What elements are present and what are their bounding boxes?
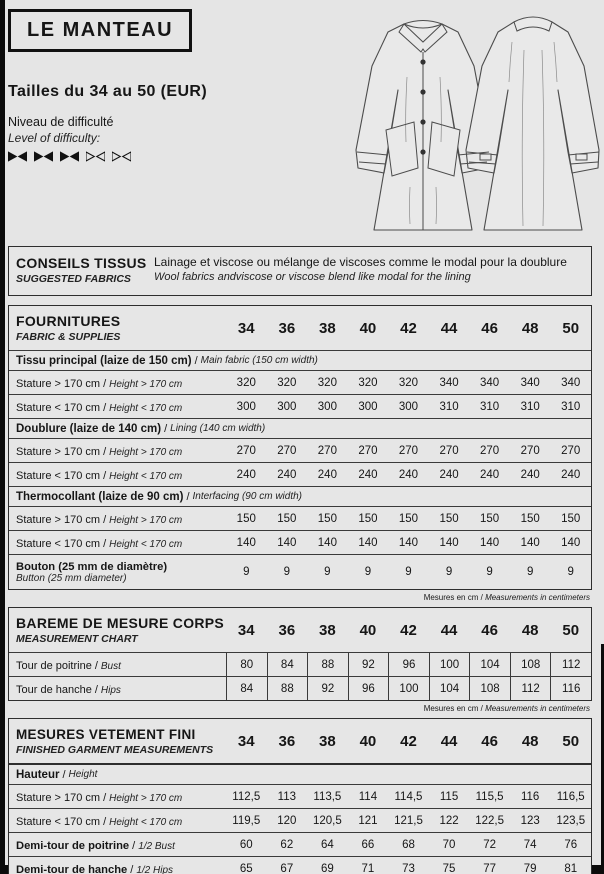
group-label-fr: Tissu principal (laize de 150 cm) [16,354,192,367]
difficulty-icon-empty [112,151,131,162]
value-cell: 320 [358,376,378,389]
value-cell: 240 [236,468,256,481]
value-cell: 121,5 [394,814,423,827]
finished-data-row [9,832,591,856]
value-cell: 310 [561,400,581,413]
value-cell: 70 [442,838,456,851]
value-cell: 340 [480,376,500,389]
value-cell: 340 [439,376,459,389]
value-cell: 9 [405,566,412,578]
value-cell: 119,5 [232,814,261,827]
supply-data-row [9,394,591,418]
value-cell: 300 [358,400,378,413]
size-column-header: 36 [278,319,296,337]
value-cell: 108 [469,677,510,700]
value-cell: 320 [398,376,419,389]
label-cell [9,788,226,806]
value-cell: 71 [361,862,375,874]
value-cell: 270 [480,444,500,457]
label-separator: / [94,683,98,696]
size-column-header: 40 [359,319,377,337]
value-cell: 270 [398,444,419,457]
value-cell: 240 [358,468,378,481]
value-cell: 67 [280,862,294,874]
label-cell [9,812,226,830]
group-label-en: Interfacing (90 cm width) [192,491,302,502]
value-cell: 270 [277,444,297,457]
group-label-fr: Hauteur [16,768,60,781]
value-cell: 120,5 [312,814,342,827]
page-title-box [8,9,192,52]
finished-data-row [9,808,591,832]
note-measurements: Mesures en cm / Measurements in centimeters [423,704,590,713]
label-en: Height > 170 cm [109,514,183,526]
coat-illustration [352,2,600,238]
value-cell: 140 [358,536,378,549]
value-cell: 75 [442,862,456,874]
value-cell: 88 [267,677,308,700]
label-separator: / [103,815,107,828]
value-cell: 140 [480,536,500,549]
value-cell: 65 [239,862,253,874]
value-cell: 140 [561,536,581,549]
value-cell: 122 [439,814,459,827]
value-cell: 100 [388,677,429,700]
label-fr: Stature < 170 cm [16,537,101,550]
size-column-header: 48 [521,732,539,750]
value-cell: 320 [236,376,256,389]
label-en: Button (25 mm diameter) [16,572,127,584]
value-cell: 270 [520,444,540,457]
label-cell [9,510,226,528]
size-column-header: 50 [562,319,580,337]
size-column-header: 34 [237,621,255,639]
label-fr: Stature > 170 cm [16,513,101,526]
value-cell: 88 [307,653,348,676]
value-cell: 150 [398,512,419,525]
size-column-header: 48 [521,319,539,337]
value-cell: 140 [398,536,419,549]
value-cell: 104 [469,653,510,676]
value-cell: 150 [439,512,459,525]
value-cell: 72 [483,838,496,851]
value-cell: 240 [520,468,540,481]
value-cell: 60 [239,838,253,851]
value-cell: 116 [520,790,540,803]
difficulty-icon-empty [86,151,105,162]
section-title-en: SUGGESTED FABRICS [16,273,131,285]
size-column-header: 50 [562,732,580,750]
section-title-en: FINISHED GARMENT MEASUREMENTS [16,743,214,756]
label-separator: / [62,768,66,781]
size-column-header: 36 [278,732,296,750]
value-cell: 121 [358,814,378,827]
section-body-measurements [8,607,592,715]
value-cell: 240 [439,468,459,481]
value-cell: 120 [277,814,297,827]
section-title-fr: FOURNITURES [16,313,121,329]
fabric-advice-fr: Lainage et viscose ou mélange de viscoses comme le modal pour la doublure [154,255,567,269]
section-title-en: FABRIC & SUPPLIES [16,331,121,343]
value-cell: 92 [307,677,348,700]
supply-group-row [9,418,591,438]
size-column-header: 46 [481,621,498,639]
suggested-fabrics-text [154,255,583,287]
label-en: Bust [100,660,121,672]
finished-header-row [9,719,591,763]
label-separator: / [103,791,107,804]
value-cell: 116,5 [556,790,585,803]
value-cell: 79 [523,862,537,874]
section-finished-measurements [8,718,592,874]
label-fr: Stature < 170 cm [16,469,101,482]
value-cell: 116 [550,677,591,700]
value-cell: 9 [283,566,291,578]
label-fr: Stature > 170 cm [16,445,101,458]
value-cell: 140 [236,536,256,549]
size-column-header: 46 [481,732,498,750]
value-cell: 84 [226,677,267,700]
supply-data-row [9,370,591,394]
label-separator: / [103,513,107,526]
value-cell: 9 [445,566,453,578]
value-cell: 310 [520,400,540,413]
value-cell: 320 [317,376,337,389]
label-fr: Stature < 170 cm [16,401,101,414]
label-separator: / [186,490,190,503]
label-cell [9,680,226,698]
size-column-header: 42 [400,621,417,639]
label-separator: / [103,445,107,458]
value-cell: 9 [567,566,574,578]
size-column-header: 46 [481,319,498,337]
value-cell: 112 [550,653,591,676]
label-en: Height < 170 cm [109,402,183,414]
size-column-header: 38 [319,732,336,750]
header [8,0,592,238]
value-cell: 310 [480,400,500,413]
value-cell: 123,5 [556,814,586,827]
size-column-header: 40 [359,621,377,639]
label-separator: / [103,537,107,550]
value-cell: 92 [348,653,389,676]
label-fr: Bouton (25 mm de diamètre) [16,560,168,573]
body-chart-row [9,652,591,676]
value-cell: 73 [402,862,415,874]
group-label-en: Height [68,769,98,780]
value-cell: 112,5 [232,790,261,803]
label-separator: / [132,839,136,852]
value-cell: 240 [317,468,337,481]
value-cell: 77 [483,862,496,874]
value-cell: 115 [439,790,459,803]
supply-group-row [9,350,591,370]
label-separator: / [103,377,107,390]
supply-data-row [9,438,591,462]
value-cell: 9 [324,566,331,578]
label-en: Height < 170 cm [109,816,183,828]
size-column-header: 40 [359,732,377,750]
value-cell: 80 [226,653,267,676]
label-separator: / [130,863,134,874]
value-cell: 140 [317,536,337,549]
difficulty-label-en: Level of difficulty: [8,131,101,145]
body-measurement-table [8,607,592,701]
value-cell: 122,5 [475,814,504,827]
note-measurements: Mesures en cm / Measurements in centimeters [423,593,590,602]
difficulty-icon-filled [34,151,53,162]
value-cell: 9 [486,566,493,578]
label-en: Height < 170 cm [109,538,183,550]
value-cell: 9 [364,566,372,578]
value-cell: 300 [317,400,337,413]
size-column-header: 34 [237,732,255,750]
label-fr: Tour de hanche [16,683,92,696]
finished-group-row [9,763,591,784]
finished-heading [9,727,226,756]
value-cell: 114 [358,790,378,803]
section-supplies [8,305,592,604]
label-separator: / [164,422,168,435]
value-cell: 74 [523,838,537,851]
label-separator: / [103,469,107,482]
value-cell: 140 [439,536,459,549]
page-title: LE MANTEAU [27,19,174,41]
value-cell: 150 [317,512,337,525]
value-cell: 270 [236,444,256,457]
value-cell: 115,5 [475,790,504,803]
value-cell: 240 [561,468,581,481]
value-cell: 310 [439,400,459,413]
label-fr: Stature > 170 cm [16,791,101,804]
value-cell: 66 [361,838,375,851]
value-cell: 150 [561,512,581,525]
value-cell: 270 [439,444,459,457]
section-title-fr: BAREME DE MESURE CORPS [16,615,225,631]
size-column-header: 44 [440,319,458,337]
value-cell: 100 [429,653,470,676]
value-cell: 150 [480,512,500,525]
value-cell: 140 [277,536,297,549]
label-cell [9,466,226,484]
value-cell: 68 [402,838,415,851]
size-column-header: 34 [237,319,255,337]
supply-data-row [9,530,591,554]
label-cell [9,534,226,552]
value-cell: 113,5 [313,790,342,803]
label-fr: Stature > 170 cm [16,377,101,390]
label-en: Height > 170 cm [109,792,183,804]
difficulty-icon-filled [60,151,79,162]
size-column-header: 44 [440,621,458,639]
value-cell: 62 [280,838,294,851]
size-column-header: 48 [521,621,539,639]
label-en: Hips [100,684,121,696]
difficulty-label-fr: Niveau de difficulté [8,115,114,129]
value-cell: 113 [277,790,296,803]
supply-group-row [9,486,591,506]
label-cell [9,398,226,416]
difficulty-icon-filled [8,151,27,162]
supplies-heading [9,313,226,343]
finished-measurement-table [8,718,592,874]
label-en: Height > 170 cm [109,446,183,458]
value-cell: 69 [320,862,334,874]
size-column-header: 38 [319,621,336,639]
value-cell: 150 [520,512,540,525]
label-fr: Demi-tour de poitrine [16,839,130,852]
label-en: Height < 170 cm [109,470,183,482]
supplies-table [8,305,592,590]
label-en: Height > 170 cm [109,378,183,390]
section-title-fr: MESURES VETEMENT FINI [16,726,196,742]
value-cell: 340 [520,376,540,389]
size-column-header: 42 [400,732,417,750]
value-cell: 240 [398,468,419,481]
body-chart-header-row [9,608,591,652]
value-cell: 81 [564,862,578,874]
label-cell [9,860,226,874]
value-cell: 320 [277,376,297,389]
finished-data-row [9,856,591,874]
label-cell [9,656,226,674]
group-label-en: Lining (140 cm width) [170,423,266,434]
label-cell [9,836,226,854]
supply-data-row [9,462,591,486]
value-cell: 96 [348,677,389,700]
value-cell: 64 [320,838,334,851]
label-cell [9,374,226,392]
value-cell: 340 [561,376,581,389]
supplies-header-row [9,306,591,350]
value-cell: 96 [388,653,429,676]
finished-data-row [9,784,591,808]
fabric-advice-en: Wool fabrics andviscose or viscose blend like modal for the lining [154,271,471,283]
size-column-header: 44 [440,732,458,750]
value-cell: 150 [277,512,297,525]
supply-data-row [9,554,591,589]
value-cell: 9 [526,566,534,578]
body-chart-row [9,676,591,700]
section-suggested-fabrics [8,246,592,296]
label-fr: Tour de poitrine [16,659,92,672]
label-separator: / [194,354,198,367]
size-column-header: 36 [278,621,296,639]
value-cell: 150 [358,512,378,525]
value-cell: 123 [520,814,540,827]
value-cell: 300 [236,400,256,413]
group-label-en: Main fabric (150 cm width) [200,355,318,366]
size-column-header: 50 [562,621,580,639]
value-cell: 84 [267,653,308,676]
suggested-fabrics-heading [16,255,154,287]
value-cell: 108 [510,653,551,676]
group-label-fr: Thermocollant (laize de 90 cm) [16,490,184,503]
scan-edge-left [0,0,5,874]
value-cell: 240 [480,468,500,481]
size-column-header: 42 [400,319,417,337]
section-title-en: MEASUREMENT CHART [16,633,138,645]
size-column-header: 38 [319,319,336,337]
value-cell: 140 [520,536,540,549]
value-cell: 270 [358,444,378,457]
value-cell: 104 [429,677,470,700]
body-chart-heading [9,615,226,645]
label-en: 1/2 Hips [136,864,174,874]
value-cell: 114,5 [394,790,423,803]
label-cell [9,561,226,584]
value-cell: 300 [398,400,419,413]
value-cell: 112 [510,677,551,700]
value-cell: 270 [561,444,581,457]
supply-data-row [9,506,591,530]
group-label-fr: Doublure (laize de 140 cm) [16,422,162,435]
value-cell: 150 [236,512,256,525]
label-cell [9,442,226,460]
label-separator: / [94,659,98,672]
label-fr: Stature < 170 cm [16,815,101,828]
value-cell: 76 [564,838,578,851]
value-cell: 300 [277,400,297,413]
sizes-range: Tailles du 34 au 50 (EUR) [8,83,208,100]
value-cell: 9 [243,566,250,578]
label-separator: / [103,401,107,414]
label-en: 1/2 Bust [138,840,175,852]
value-cell: 270 [317,444,337,457]
section-title-fr: CONSEILS TISSUS [16,255,147,271]
value-cell: 240 [277,468,297,481]
label-fr: Demi-tour de hanche [16,863,128,874]
